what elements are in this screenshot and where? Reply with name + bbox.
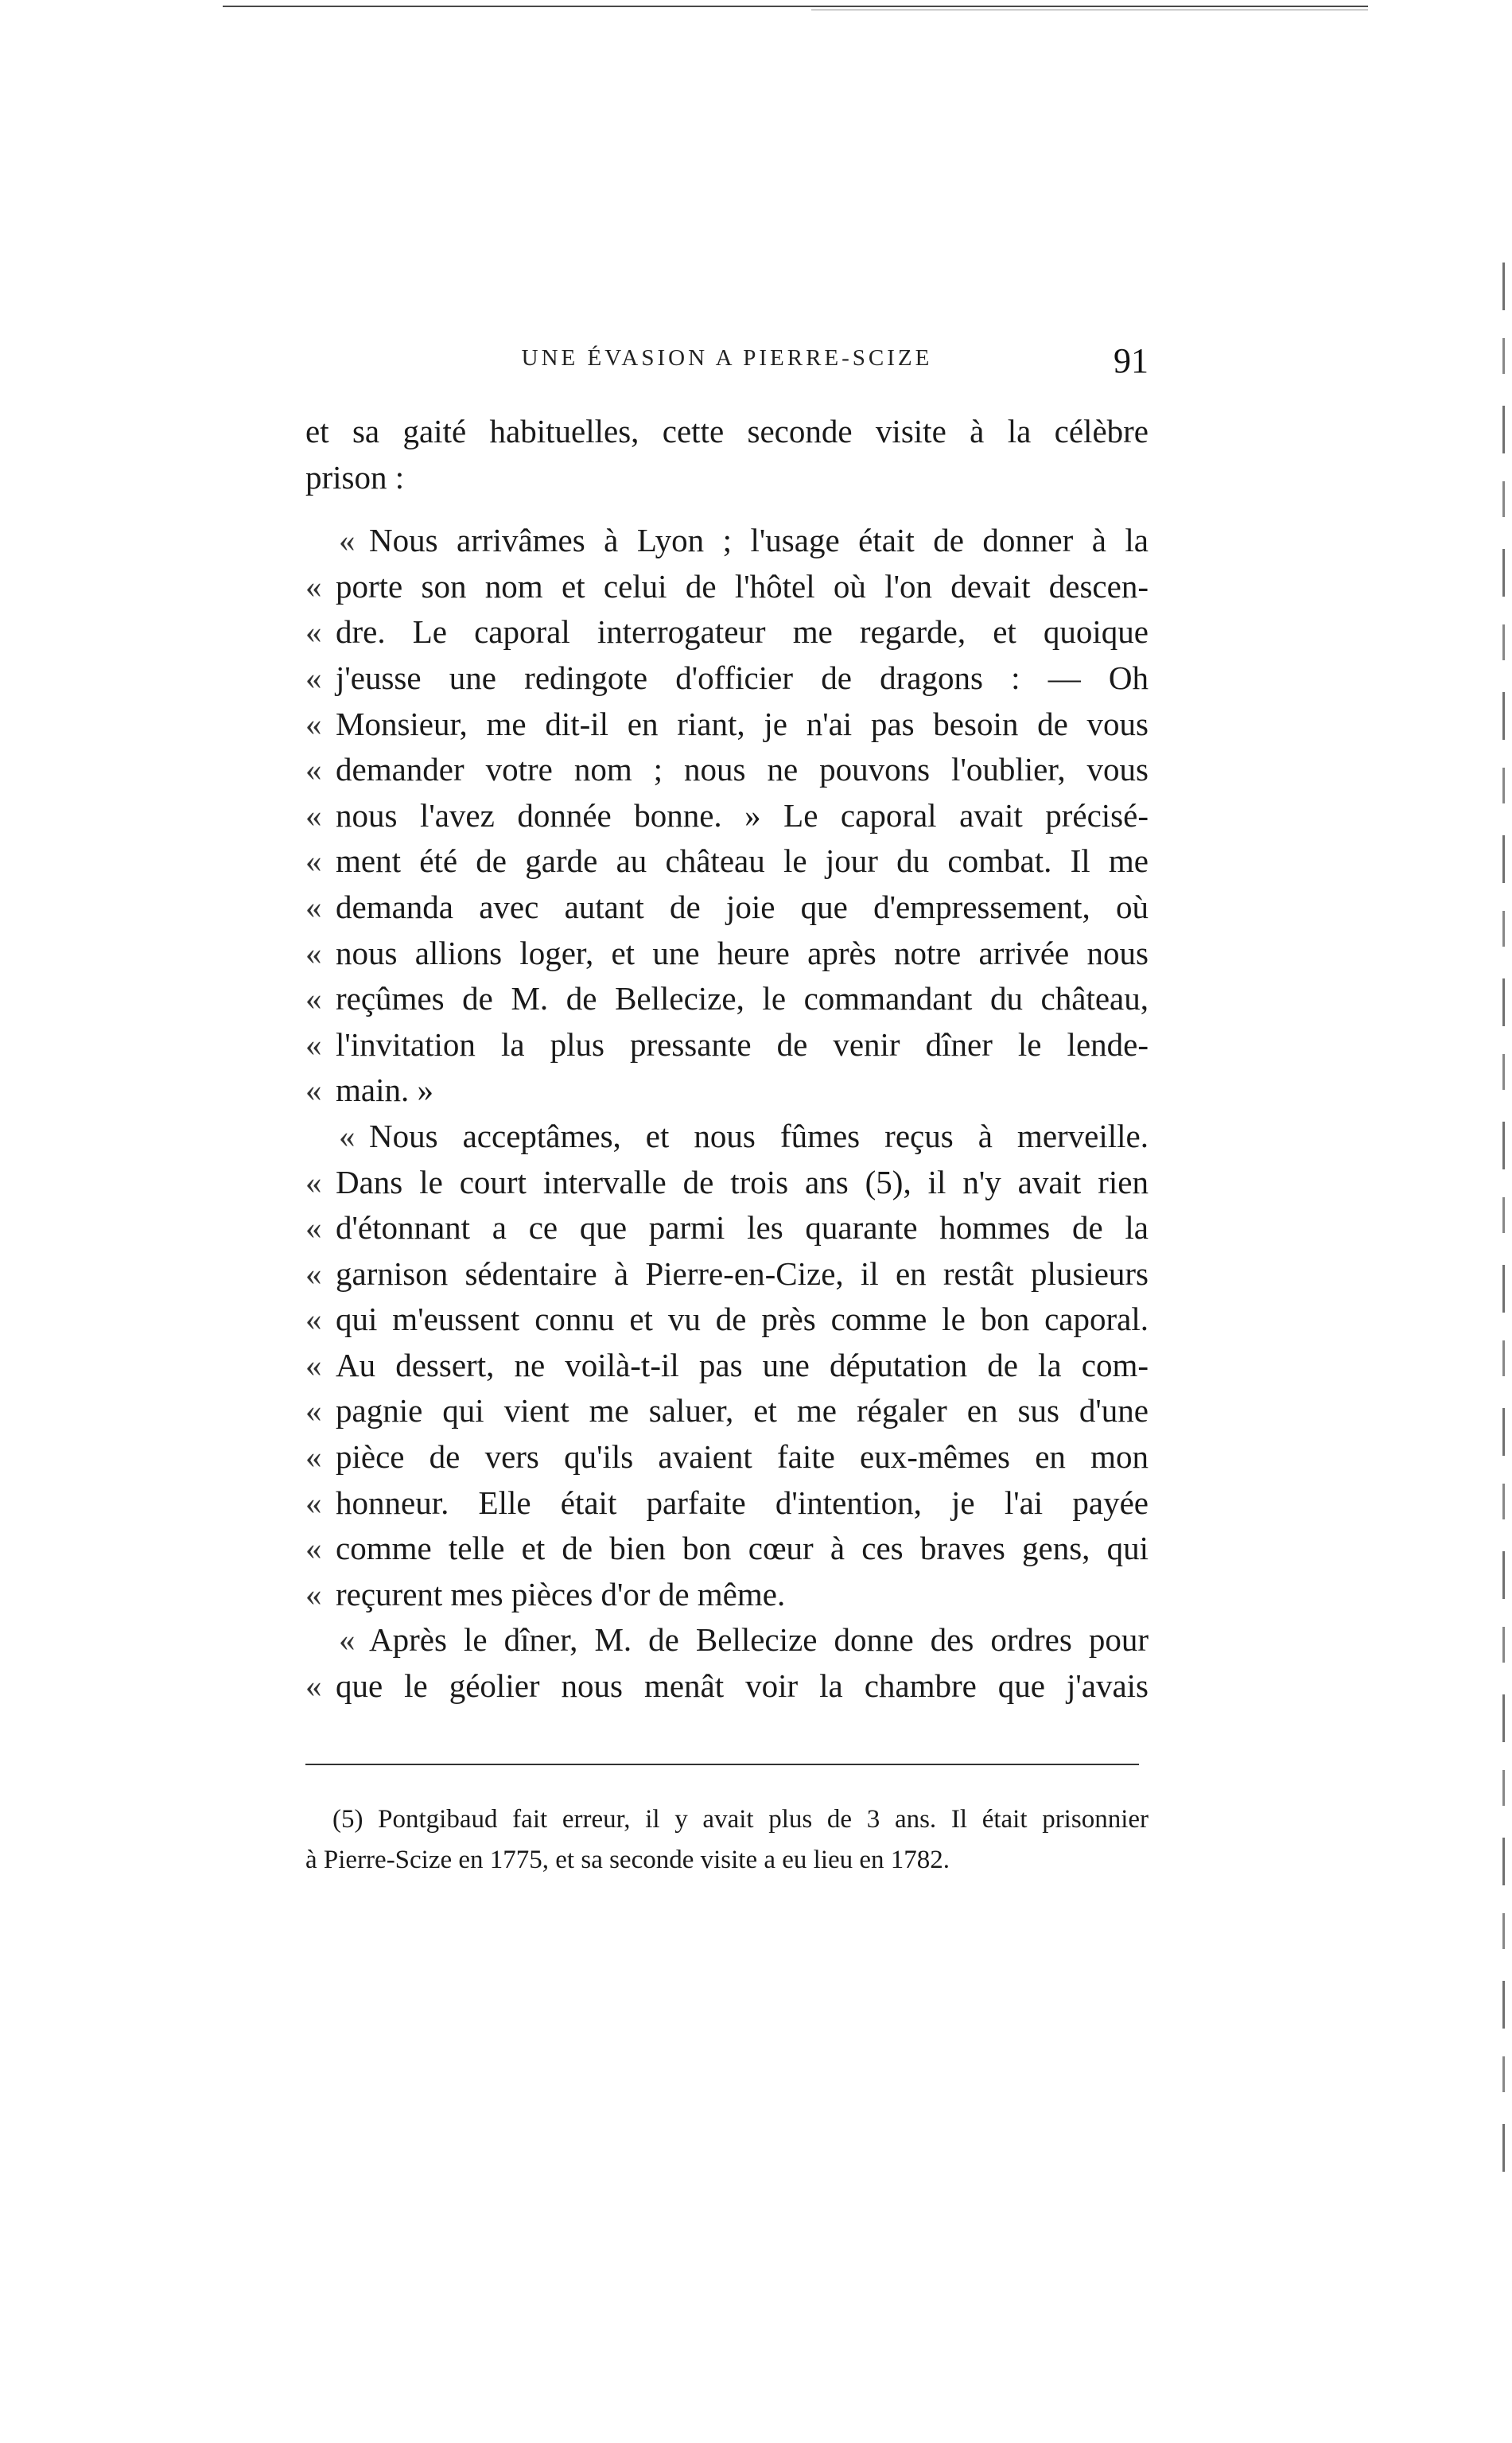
line-text: d'étonnant a ce que parmi les quarante hommes de la bbox=[336, 1209, 1149, 1247]
paragraph-gap bbox=[305, 500, 1149, 518]
text-line bbox=[305, 885, 1149, 931]
text-line bbox=[305, 1388, 1149, 1434]
text-line bbox=[305, 1617, 1149, 1663]
guillemet: « bbox=[305, 796, 322, 834]
line-text: Nous arrivâmes à Lyon ; l'usage était de donner à la bbox=[369, 522, 1149, 559]
text-line bbox=[305, 1434, 1149, 1480]
line-text: reçûmes de M. de Bellecize, le commandant du château, bbox=[336, 980, 1149, 1017]
text-line bbox=[305, 1205, 1149, 1251]
line-text: garnison sédentaire à Pierre-en-Cize, il en restât plusieurs bbox=[336, 1255, 1149, 1292]
scan-artifact-top-line bbox=[223, 6, 1368, 7]
body-text bbox=[305, 409, 1149, 1710]
guillemet: « bbox=[305, 934, 322, 971]
guillemet: « bbox=[305, 1209, 322, 1247]
footnote-line: à Pierre-Scize en 1775, et sa seconde visite a eu lieu en 1782. bbox=[305, 1846, 950, 1874]
text-line bbox=[305, 793, 1149, 839]
guillemet: « bbox=[305, 659, 322, 696]
line-text: qui m'eussent connu et vu de près comme le bon caporal. bbox=[336, 1301, 1149, 1338]
line-text: que le géolier nous menât voir la chambre que j'avais bbox=[336, 1667, 1149, 1705]
footnote-separator-rule bbox=[305, 1764, 1139, 1765]
guillemet: « bbox=[339, 1117, 356, 1154]
line-text: pagnie qui vient me saluer, et me régaler en sus d'une bbox=[336, 1392, 1149, 1430]
guillemet: « bbox=[305, 1255, 322, 1292]
line-text: Nous acceptâmes, et nous fûmes reçus à merveille. bbox=[369, 1117, 1149, 1154]
line-text: l'invitation la plus pressante de venir dîner le lende- bbox=[336, 1025, 1149, 1063]
scan-artifact-right-edge bbox=[1502, 263, 1505, 2172]
text-line bbox=[305, 976, 1149, 1022]
guillemet: « bbox=[339, 1621, 356, 1659]
line-text: porte son nom et celui de l'hôtel où l'on devait descen- bbox=[336, 567, 1149, 605]
guillemet: « bbox=[305, 1667, 322, 1705]
text-line bbox=[305, 1572, 1149, 1618]
text-line bbox=[305, 564, 1149, 610]
guillemet: « bbox=[305, 1072, 322, 1109]
line-text: demander votre nom ; nous ne pouvons l'oublier, vous bbox=[336, 751, 1149, 788]
guillemet: « bbox=[305, 1392, 322, 1430]
text-line bbox=[305, 838, 1149, 885]
line-text: et sa gaité habituelles, cette seconde visite à la célèbre bbox=[305, 413, 1149, 449]
text-line bbox=[305, 1114, 1149, 1160]
text-line bbox=[305, 1480, 1149, 1527]
text-line bbox=[305, 931, 1149, 977]
guillemet: « bbox=[305, 1346, 322, 1383]
line-text: pièce de vers qu'ils avaient faite eux-mêmes en mon bbox=[336, 1438, 1149, 1476]
page-number: 91 bbox=[1114, 341, 1149, 380]
line-text: comme telle et de bien bon cœur à ces braves gens, qui bbox=[336, 1530, 1149, 1567]
guillemet: « bbox=[305, 888, 322, 925]
guillemet: « bbox=[305, 567, 322, 605]
line-text: ment été de garde au château le jour du combat. Il me bbox=[336, 842, 1149, 880]
running-head bbox=[305, 340, 1149, 385]
text-line bbox=[305, 747, 1149, 793]
line-text: j'eusse une redingote d'officier de dragons : — Oh bbox=[336, 659, 1149, 696]
text-line bbox=[305, 1343, 1149, 1389]
guillemet: « bbox=[305, 842, 322, 880]
guillemet: « bbox=[305, 1575, 322, 1612]
text-line bbox=[305, 1663, 1149, 1710]
guillemet: « bbox=[339, 522, 356, 559]
line-text: demanda avec autant de joie que d'empressement, où bbox=[336, 888, 1149, 925]
line-text: prison : bbox=[305, 458, 405, 496]
line-text: reçurent mes pièces d'or de même. bbox=[336, 1575, 786, 1612]
line-text: nous allions loger, et une heure après notre arrivée nous bbox=[336, 934, 1149, 971]
guillemet: « bbox=[305, 980, 322, 1017]
text-line bbox=[305, 1526, 1149, 1572]
text-line bbox=[305, 409, 1149, 455]
line-text: nous l'avez donnée bonne. » Le caporal avait précisé- bbox=[336, 796, 1149, 834]
guillemet: « bbox=[305, 1301, 322, 1338]
guillemet: « bbox=[305, 751, 322, 788]
text-line bbox=[305, 1251, 1149, 1297]
text-line bbox=[305, 455, 1149, 501]
text-line bbox=[305, 1160, 1149, 1206]
guillemet: « bbox=[305, 613, 322, 651]
text-line bbox=[305, 1297, 1149, 1343]
text-line bbox=[305, 518, 1149, 564]
guillemet: « bbox=[305, 1438, 322, 1476]
text-line bbox=[305, 1068, 1149, 1114]
guillemet: « bbox=[305, 1163, 322, 1200]
line-text: main. » bbox=[336, 1072, 433, 1109]
footnote-line: (5) Pontgibaud fait erreur, il y avait plus de 3 ans. Il était prisonnier bbox=[332, 1805, 1149, 1834]
line-text: Monsieur, me dit-il en riant, je n'ai pas besoin de vous bbox=[336, 705, 1149, 742]
guillemet: « bbox=[305, 1484, 322, 1521]
line-text: dre. Le caporal interrogateur me regarde, et quoique bbox=[336, 613, 1149, 651]
line-text: Dans le court intervalle de trois ans (5), il n'y avait rien bbox=[336, 1163, 1149, 1200]
text-line bbox=[305, 655, 1149, 702]
guillemet: « bbox=[305, 1530, 322, 1567]
line-text: honneur. Elle était parfaite d'intention, je l'ai payée bbox=[336, 1484, 1149, 1521]
text-line bbox=[305, 609, 1149, 655]
running-title: UNE ÉVASION A PIERRE-SCIZE bbox=[521, 345, 933, 371]
text-line bbox=[305, 702, 1149, 748]
guillemet: « bbox=[305, 1025, 322, 1063]
line-text: Au dessert, ne voilà-t-il pas une députation de la com- bbox=[336, 1346, 1149, 1383]
guillemet: « bbox=[305, 705, 322, 742]
text-line bbox=[305, 1022, 1149, 1068]
line-text: Après le dîner, M. de Bellecize donne des ordres pour bbox=[369, 1621, 1149, 1659]
footnote bbox=[305, 1799, 1149, 1881]
